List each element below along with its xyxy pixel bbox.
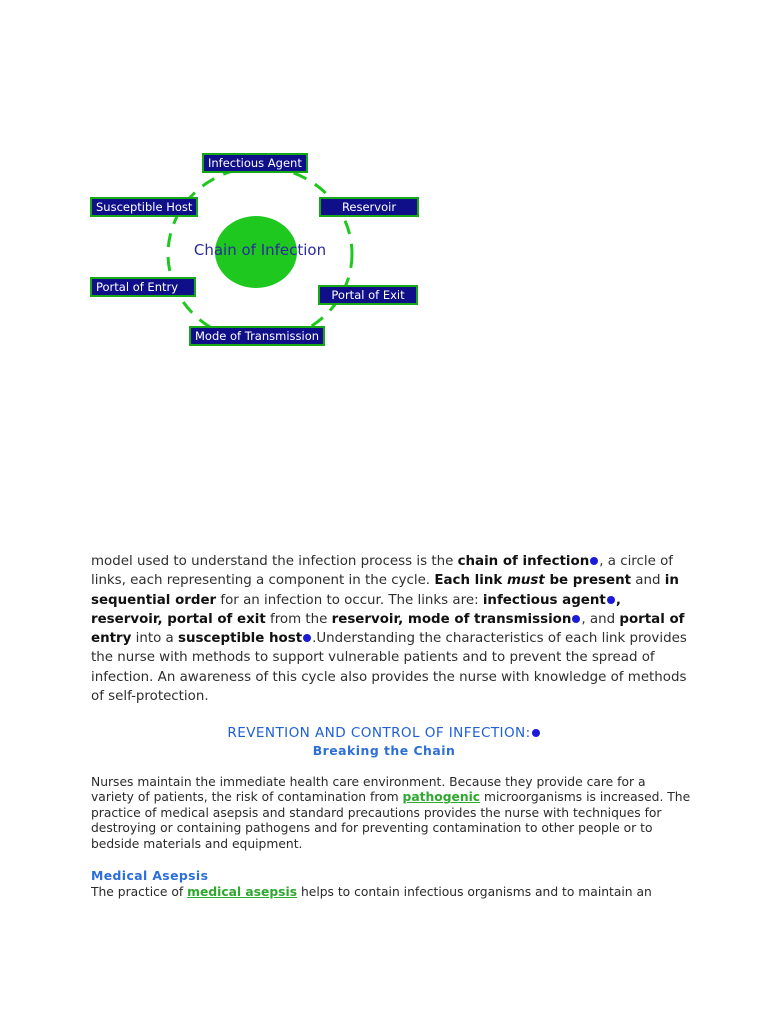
- node-susceptible-host: Susceptible Host: [90, 197, 198, 217]
- text-run: , and: [581, 611, 620, 627]
- text-run: for an infection to occur. The links are:: [216, 592, 483, 608]
- term-each-link: [434, 573, 631, 588]
- term-infectious-agent: infectious agent: [482, 592, 606, 608]
- heading-text: REVENTION AND CONTROL OF INFECTION:: [227, 725, 531, 741]
- text-run: Each link: [434, 573, 507, 589]
- term-chain-of-infection: chain of infection: [457, 554, 590, 569]
- breaking-the-chain-heading: Breaking the Chain: [312, 743, 456, 758]
- medical-asepsis-link[interactable]: medical asepsis: [187, 885, 298, 899]
- bullet-dot-icon: [532, 729, 540, 737]
- term-reservoir-portal: , reservoir, portal of exit: [91, 592, 621, 627]
- text-run: Nurses maintain the immediate health care environment. Because they provide care for a variety of patients, the risk of contamination from: [91, 775, 646, 805]
- text-run: model used to understand the infection process is the: [91, 554, 458, 569]
- asepsis-paragraph: [91, 885, 711, 900]
- term-mode-of-transmission: reservoir, mode of transmission: [331, 611, 572, 627]
- node-portal-of-exit: Portal of Exit: [318, 285, 418, 305]
- node-portal-of-entry: Portal of Entry: [90, 277, 196, 297]
- chain-of-infection-diagram: [80, 140, 440, 360]
- emphasis-must: must: [506, 573, 545, 589]
- bullet-dot-icon: [590, 557, 598, 565]
- bullet-dot-icon: [572, 615, 580, 623]
- node-infectious-agent: Infectious Agent: [202, 153, 308, 173]
- text-run: into a: [131, 631, 178, 647]
- text-run: helps to contain infectious organisms and to maintain an: [297, 885, 652, 899]
- node-mode-of-transmission: Mode of Transmission: [189, 326, 325, 346]
- term-portal-of-entry: portal of entry: [91, 611, 685, 647]
- environment-paragraph: [91, 775, 691, 852]
- text-run: and: [631, 573, 665, 589]
- term-susceptible-host: susceptible host: [178, 631, 303, 647]
- bullet-dot-icon: [607, 596, 615, 604]
- text-run: from the: [265, 611, 332, 627]
- term-sequential-order: in sequential order: [91, 573, 679, 608]
- text-run: be present: [544, 573, 632, 589]
- node-reservoir: Reservoir: [319, 197, 419, 217]
- text-run: .Understanding the characteristics of each link provides the nurse with methods to support vulnerable patients and to prevent the spread of infection. An awareness of this cycle also provides the nurse with knowledge of methods of self-protection.: [91, 631, 687, 705]
- text-run: , a circle of links, each representing a component in the cycle.: [91, 554, 673, 589]
- prevention-heading: [0, 725, 768, 741]
- center-label: Chain of Infection: [193, 241, 327, 259]
- bullet-dot-icon: [303, 634, 311, 642]
- text-run: microorganisms is increased. The practice of medical asepsis and standard precautions provides the nurse with techniques for destroying or containing pathogens and for preventing contamination to other people or to bedside materials and equipment.: [91, 790, 691, 851]
- medical-asepsis-heading: Medical Asepsis: [91, 868, 209, 883]
- chain-paragraph: [91, 552, 691, 706]
- pathogenic-link[interactable]: pathogenic: [402, 790, 481, 805]
- text-run: The practice of: [91, 885, 188, 899]
